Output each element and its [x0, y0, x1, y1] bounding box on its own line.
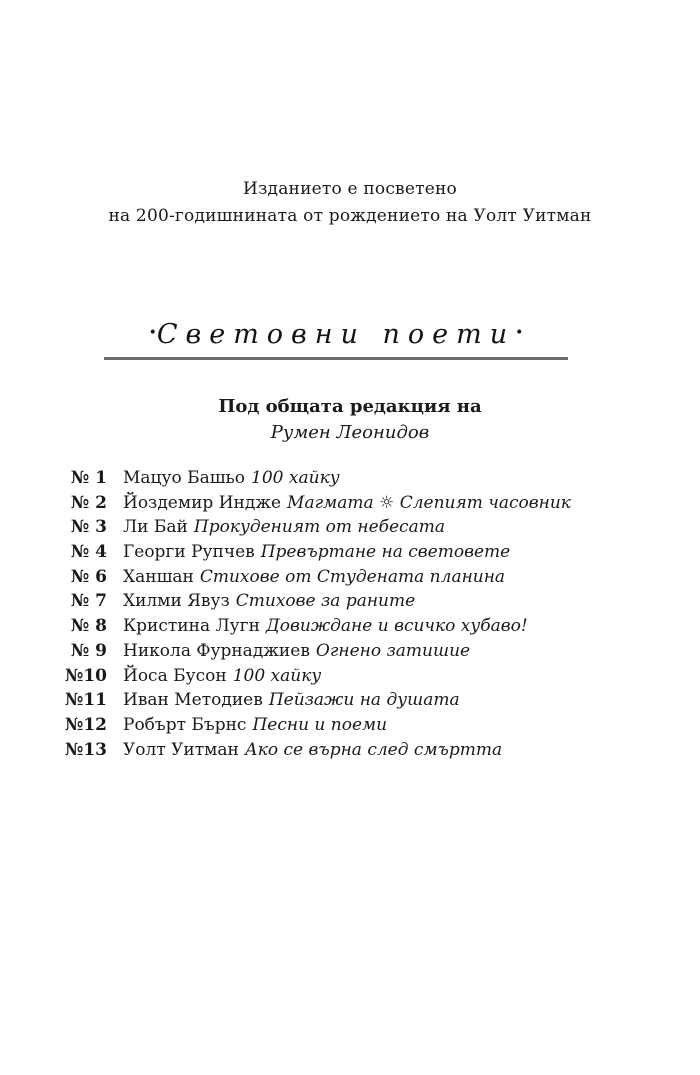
book-number: № 8 [70, 616, 107, 637]
book-title: 100 хайку [232, 665, 322, 686]
book-author: Никола Фурнаджиев [123, 640, 310, 661]
book-number: №12 [64, 714, 107, 735]
book-number: № 1 [70, 468, 107, 488]
book-title: Прокуденият от небесата [193, 517, 445, 538]
list-item [60, 664, 680, 689]
book-author: Робърт Бърнс [123, 714, 247, 735]
book-number: № 2 [70, 492, 107, 513]
series-book-list [60, 466, 680, 762]
book-title: Стихове за раните [235, 591, 416, 612]
book-number: № 4 [70, 542, 107, 563]
book-author: Хилми Явуз [123, 591, 230, 612]
list-item [60, 491, 680, 516]
list-item [60, 565, 680, 590]
editor-label: Под общата редакция на [218, 396, 482, 417]
series-title [104, 316, 568, 355]
book-author: Уолт Уитман [123, 739, 239, 760]
book-title: Магмата ☼ Слепият часовник [287, 492, 571, 513]
book-author: Мацуо Башьо [123, 468, 246, 488]
series-header [104, 316, 568, 360]
book-title: Ако се върна след смъртта [244, 739, 503, 760]
list-item [60, 639, 680, 664]
book-number: №10 [64, 665, 107, 686]
list-item [60, 515, 680, 540]
series-title-text: Световни поети [156, 319, 516, 350]
list-item [60, 713, 680, 738]
editor-name: Румен Леонидов [270, 422, 430, 443]
book-title: Пейзажи на душата [268, 690, 460, 711]
book-title: 100 хайку [251, 468, 340, 488]
book-number: № 7 [70, 591, 107, 612]
book-title: Огнено затишие [315, 640, 471, 661]
list-item [60, 738, 680, 763]
list-item [60, 540, 680, 565]
book-title: Превъртане на световете [260, 542, 511, 563]
book-author: Кристина Лугн [123, 616, 260, 637]
book-author: Йоса Бусон [123, 665, 227, 686]
bullet-left-icon: • [148, 324, 157, 341]
book-title: Песни и поеми [252, 714, 388, 735]
list-item [60, 614, 680, 639]
book-title: Довиждане и всичко хубаво! [265, 616, 528, 637]
book-number: №13 [64, 739, 107, 760]
book-number: № 9 [70, 640, 107, 661]
book-title: Стихове от Студената планина [199, 566, 506, 587]
dedication [0, 176, 700, 230]
bullet-right-icon: • [515, 324, 524, 341]
book-number: №11 [64, 690, 107, 711]
book-number: № 6 [70, 566, 107, 587]
book-number: № 3 [70, 517, 107, 538]
list-item [60, 589, 680, 614]
dedication-line-2: на 200-годишнината от рождението на Уолт Уитман [108, 206, 592, 226]
book-author: Иван Методиев [123, 690, 263, 711]
list-item [60, 688, 680, 713]
book-author: Йоздемир Индже [123, 492, 282, 513]
list-item [60, 466, 680, 491]
series-divider [104, 357, 568, 360]
book-author: Георги Рупчев [123, 542, 255, 563]
dedication-line-1: Изданието е посветено [243, 179, 457, 199]
book-author: Ли Бай [123, 517, 188, 538]
book-author: Ханшан [123, 566, 194, 587]
